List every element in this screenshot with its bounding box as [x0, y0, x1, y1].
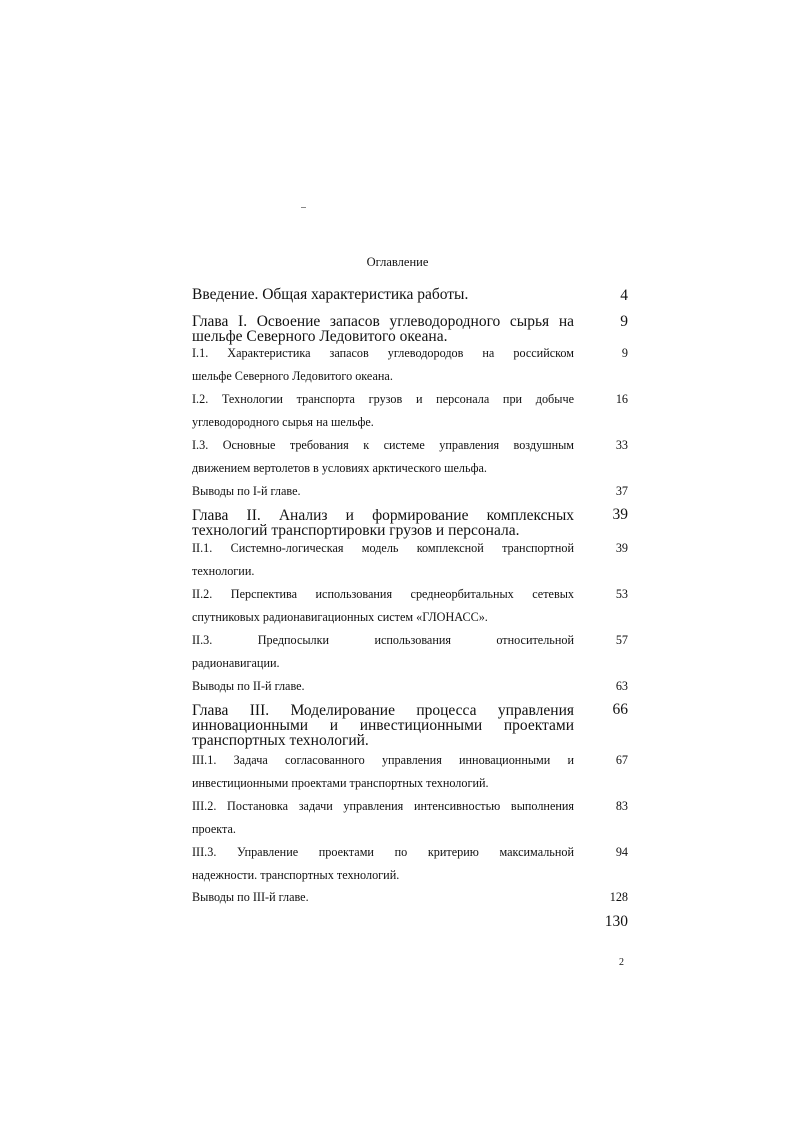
toc-entry-title: шельфе Северного Ледовитого океана.	[192, 369, 393, 383]
toc-page-number: 39	[612, 506, 628, 523]
toc-entry-title: Выводы по III-й главе.	[192, 890, 309, 904]
toc-section-2-2	[192, 583, 574, 629]
toc-page-number: 16	[615, 392, 628, 406]
toc-entry-title: II.3. Предпосылки использования относительной	[192, 633, 574, 647]
toc-entry-title: проекта.	[192, 822, 236, 836]
toc-page-number: 9	[621, 346, 628, 360]
toc-conclusions-1	[192, 480, 574, 503]
toc-section-1-2	[192, 388, 574, 434]
toc-entry-title: спутниковых радионавигационных систем «ГЛОНАСС».	[192, 610, 488, 624]
toc-conclusions-3	[192, 886, 574, 909]
toc-page-number: 83	[615, 799, 628, 813]
toc-chapter-3	[192, 703, 574, 748]
toc-entry-title: движением вертолетов в условиях арктического шельфа.	[192, 461, 487, 475]
toc-entry-title: Выводы по I-й главе.	[192, 484, 301, 498]
toc-entry-title: Глава I. Освоение запасов углеводородного сырья на	[192, 313, 574, 330]
toc-page-number: 67	[615, 753, 628, 767]
toc-entry-title: Глава II. Анализ и формирование комплексных	[192, 507, 574, 524]
toc-section-3-3	[192, 841, 574, 887]
toc-entry-title: транспортных технологий.	[192, 732, 369, 749]
toc-entry-title: инвестиционными проектами транспортных технологий.	[192, 776, 489, 790]
toc-section-3-2	[192, 795, 574, 841]
toc-page-number: 4	[620, 287, 628, 304]
toc-entry-title: технологий транспортировки грузов и персонала.	[192, 522, 520, 539]
toc-entry-title: радионавигации.	[192, 656, 280, 670]
toc-entry-title: II.2. Перспектива использования среднеорбитальных сетевых	[192, 587, 574, 601]
toc-entry-intro	[192, 287, 574, 302]
toc-entry-title: III.3. Управление проектами по критерию максимальной	[192, 845, 574, 859]
toc-chapter-1	[192, 314, 574, 344]
toc-entry-title: инновационными и инвестиционными проектами	[192, 717, 574, 734]
toc-heading: Оглавление	[366, 255, 429, 269]
toc-entry-title: III.2. Постановка задачи управления интенсивностью выполнения	[192, 799, 574, 813]
toc-entry-title: I.1. Характеристика запасов углеводородов на российском	[192, 346, 574, 360]
toc-chapter-2	[192, 508, 574, 538]
toc-section-1-1	[192, 342, 574, 388]
toc-section-1-3	[192, 434, 574, 480]
toc-entry-title: Глава III. Моделирование процесса управления	[192, 702, 574, 719]
toc-entry-title: II.1. Системно-логическая модель комплексной транспортной	[192, 541, 574, 555]
toc-entry-title: надежности. транспортных технологий.	[192, 868, 400, 882]
toc-page-number: 94	[615, 845, 628, 859]
toc-page-number: 39	[615, 541, 628, 555]
toc-page-number: 53	[615, 587, 628, 601]
toc-section-3-1	[192, 749, 574, 795]
toc-entry-title: Введение. Общая характеристика работы.	[192, 286, 469, 303]
toc-page-number: 37	[615, 484, 628, 498]
toc-final-page-number: 130	[604, 913, 628, 930]
toc-page-number: 128	[609, 890, 628, 904]
toc-page-number: 66	[612, 701, 628, 718]
toc-page-number: 63	[615, 679, 628, 693]
toc-section-2-1	[192, 537, 574, 583]
toc-entry-title: технологии.	[192, 564, 255, 578]
toc-entry-title: шельфе Северного Ледовитого океана.	[192, 328, 448, 345]
toc-entry-title: углеводородного сырья на шельфе.	[192, 415, 374, 429]
toc-entry-title: III.1. Задача согласованного управления инновационными и	[192, 753, 574, 767]
toc-section-2-3	[192, 629, 574, 675]
toc-conclusions-2	[192, 675, 574, 698]
toc-page-number: 33	[615, 438, 628, 452]
toc-entry-title: I.3. Основные требования к системе управления воздушным	[192, 438, 574, 452]
toc-page-number: 9	[620, 313, 628, 330]
toc-page-number: 57	[615, 633, 628, 647]
toc-entry-title: I.2. Технологии транспорта грузов и персонала при добыче	[192, 392, 574, 406]
page-number-footer: 2	[619, 957, 624, 968]
toc-entry-title: Выводы по II-й главе.	[192, 679, 305, 693]
